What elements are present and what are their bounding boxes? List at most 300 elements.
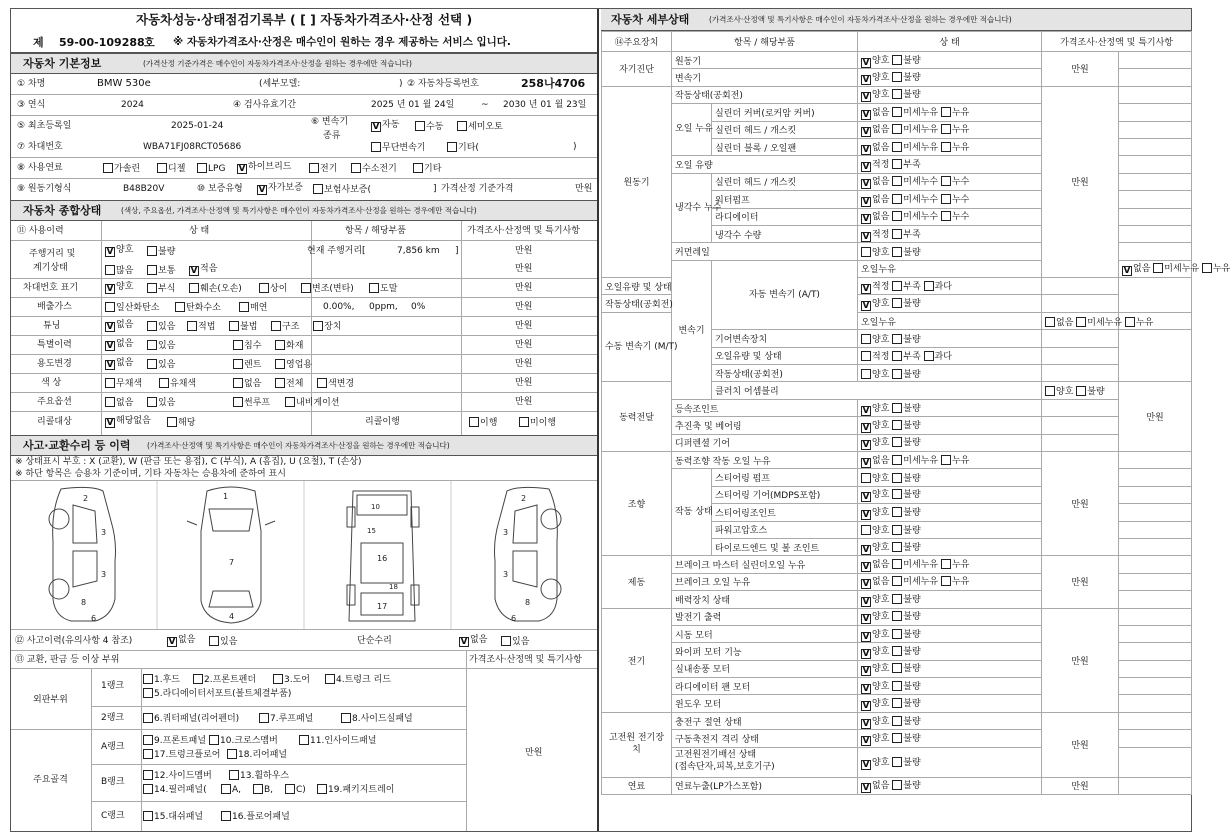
special-history-label: 특별이력 <box>37 340 72 350</box>
oil-level: 오일 유량 <box>672 156 858 173</box>
recall-not-checkbox[interactable] <box>519 417 529 427</box>
usage-change-label: 용도변경 <box>37 359 72 369</box>
ps-bad-checkbox[interactable] <box>892 420 902 430</box>
self-diag-trans: 변속기 <box>672 69 858 86</box>
rad-leak-checkbox[interactable] <box>941 211 951 221</box>
cylinder-block: 실린더 블록 / 오일팬 <box>712 138 858 155</box>
accident-exists-checkbox[interactable] <box>209 636 219 646</box>
front-panel-checkbox[interactable] <box>143 735 153 745</box>
mtw-bad-checkbox[interactable] <box>892 369 902 379</box>
bb-bad-checkbox[interactable] <box>892 594 902 604</box>
color-full-checkbox[interactable] <box>275 378 285 388</box>
trans-other-label: 기타( <box>458 143 479 153</box>
mtw-good-checkbox[interactable] <box>861 369 871 379</box>
fl-none-checkbox[interactable]: V <box>862 783 870 794</box>
stl-leak-checkbox[interactable] <box>941 455 951 465</box>
hvc-bad: 불량 <box>903 757 921 768</box>
sd-engine-bad-checkbox[interactable] <box>892 55 902 65</box>
svg-text:2: 2 <box>83 494 89 503</box>
package-tray-label: 19.패키지트레이 <box>328 785 395 795</box>
tuning-none-checkbox[interactable]: V <box>106 322 114 332</box>
electric-category: 전기 <box>602 608 672 712</box>
first-reg-label: ⑤ 최초등록일 <box>17 121 72 131</box>
tuning-label: 튜닝 <box>43 321 61 331</box>
floor-panel-label: 16.플로어패널 <box>232 812 290 822</box>
clutch-good: 양호 <box>1056 387 1074 398</box>
clutch: 클러치 어셈블리 <box>712 382 1042 399</box>
trans-type-label-1: ⑥ 변속기 <box>311 117 349 127</box>
gauge-bad-label: 불량 <box>158 247 176 257</box>
hvc-bad-checkbox[interactable] <box>892 757 902 767</box>
mileage-normal-label: 보통 <box>158 266 176 276</box>
fuel-category: 연료 <box>602 777 672 794</box>
tuning-structure-checkbox[interactable] <box>271 321 281 331</box>
fuel-hybrid-checkbox[interactable]: V <box>238 164 246 174</box>
fl-exists: 불량 <box>903 781 921 792</box>
sd-trans-good-checkbox[interactable]: V <box>862 75 870 86</box>
cr-bad-checkbox[interactable] <box>892 247 902 257</box>
sp-bad: 불량 <box>903 474 921 485</box>
oil-short-checkbox[interactable] <box>892 159 902 169</box>
sj-good-checkbox[interactable]: V <box>862 509 870 520</box>
pillar-b-checkbox[interactable] <box>253 784 263 794</box>
recall-done-option: 이행 <box>480 418 498 428</box>
stl-minor-checkbox[interactable] <box>892 455 902 465</box>
trans-semi-label: 세미오토 <box>468 122 503 132</box>
fuel-electric-checkbox[interactable] <box>309 163 319 173</box>
eng-work-good-checkbox[interactable]: V <box>862 92 870 103</box>
cb-minor-checkbox[interactable] <box>892 142 902 152</box>
cr-good-checkbox[interactable] <box>861 247 871 257</box>
mc-minor-checkbox[interactable] <box>892 559 902 569</box>
rf-good-checkbox[interactable]: V <box>862 683 870 694</box>
color-label: 색 상 <box>41 378 62 388</box>
rental-label: 렌트 <box>244 360 262 370</box>
atv-proper-checkbox[interactable]: V <box>862 283 870 294</box>
gauge-bad-checkbox[interactable] <box>147 246 157 256</box>
steering-joint: 스티어링조인트 <box>712 504 858 521</box>
detail-status-title: 자동차 세부상태 <box>611 13 690 26</box>
sp-good-checkbox[interactable] <box>861 473 871 483</box>
inside-panel-label: 11.인사이드패널 <box>310 736 377 746</box>
hvb-good: 양호 <box>872 733 890 744</box>
gauge-good-checkbox[interactable]: V <box>106 247 114 257</box>
atv-excess-checkbox[interactable] <box>924 281 934 291</box>
cl-short-checkbox[interactable] <box>892 229 902 239</box>
accident-none-checkbox[interactable]: V <box>168 637 176 647</box>
clutch-good-checkbox[interactable] <box>1045 386 1055 396</box>
mileage-normal-checkbox[interactable] <box>147 265 157 275</box>
recall-not-option: 미이행 <box>530 418 557 428</box>
tr-good: 양호 <box>872 542 890 553</box>
oil-proper-checkbox[interactable]: V <box>862 162 870 173</box>
emission-hc-checkbox[interactable] <box>175 302 185 312</box>
pillar-a-checkbox[interactable] <box>221 784 231 794</box>
st-good: 양호 <box>872 629 890 640</box>
brake-oil-leak: 브레이크 오일 누유 <box>672 573 858 590</box>
sunroof-checkbox[interactable] <box>233 397 243 407</box>
atw-bad-checkbox[interactable] <box>892 298 902 308</box>
power-price-unit: 만원 <box>1119 382 1192 452</box>
atv-proper: 적정 <box>872 281 890 292</box>
cross-member-checkbox[interactable] <box>209 735 219 745</box>
prop-shaft: 추진축 및 베어링 <box>672 417 858 434</box>
mtl-leak-checkbox[interactable] <box>1125 317 1135 327</box>
atw-good-checkbox[interactable]: V <box>862 301 870 312</box>
valid-to: 2030 년 01 월 23일 <box>503 100 587 110</box>
recall-done-label: 리콜이행 <box>365 417 400 427</box>
pillar-panel-label: 14.필러패널( <box>154 785 207 795</box>
ch-none-checkbox[interactable]: V <box>862 127 870 138</box>
trans-category: 변속기 <box>672 260 712 399</box>
rear-panel-checkbox[interactable] <box>227 749 237 759</box>
trans-auto-checkbox[interactable]: V <box>372 122 380 132</box>
cv-joint: 등속조인트 <box>672 399 858 416</box>
atl-none-checkbox[interactable]: V <box>1123 266 1131 277</box>
atl-minor: 미세누유 <box>1164 264 1200 275</box>
dash-panel-checkbox[interactable] <box>143 811 153 821</box>
fl-exists-checkbox[interactable] <box>892 780 902 790</box>
fire-checkbox[interactable] <box>275 340 285 350</box>
engine-category: 원동기 <box>602 86 672 277</box>
usage-none-checkbox[interactable]: V <box>106 360 114 370</box>
detail-model-label: (세부모델: <box>259 79 301 89</box>
warranty-insurer-checkbox[interactable] <box>313 184 323 194</box>
mtl-none-checkbox[interactable] <box>1045 317 1055 327</box>
wiper-motor: 와이퍼 모터 기능 <box>672 643 858 660</box>
eng-work-bad-checkbox[interactable] <box>892 89 902 99</box>
emission-co-checkbox[interactable] <box>105 302 115 312</box>
cc-leak-checkbox[interactable] <box>941 107 951 117</box>
pillar-a-label: A, <box>232 785 242 795</box>
ps-good-checkbox[interactable]: V <box>862 422 870 433</box>
vin-forge-label: 변조(변타) <box>312 284 354 294</box>
power-hose: 파워고압호스 <box>712 521 858 538</box>
trans-cvt-checkbox[interactable] <box>371 142 381 152</box>
cc-minor-checkbox[interactable] <box>892 107 902 117</box>
record-number: 59-00-109288 <box>59 36 145 49</box>
stl-none: 없음 <box>872 455 890 466</box>
recall-done-checkbox[interactable] <box>469 417 479 427</box>
bo-leak-checkbox[interactable] <box>941 576 951 586</box>
cross-member-label: 10.크로스멤버 <box>220 736 278 746</box>
svg-text:3: 3 <box>503 570 509 579</box>
cylinder-head: 실린더 헤드 / 개스킷 <box>712 121 858 138</box>
right-half <box>601 9 1230 831</box>
cr-bad: 불량 <box>903 247 921 258</box>
svg-text:18: 18 <box>389 583 398 591</box>
replacement-parts-table <box>11 651 597 831</box>
tr-bad-checkbox[interactable] <box>892 542 902 552</box>
rad-none-checkbox[interactable]: V <box>862 214 870 225</box>
fuel-diesel-checkbox[interactable] <box>157 163 167 173</box>
hood-label: 1.후드 <box>154 675 180 685</box>
atl-none: 없음 <box>1133 264 1151 275</box>
atw-good: 양호 <box>872 299 890 310</box>
sd-engine-good-checkbox[interactable]: V <box>862 57 870 68</box>
mtv-short: 부족 <box>903 352 921 363</box>
color-change-checkbox[interactable] <box>317 378 327 388</box>
navigation-checkbox[interactable] <box>285 397 295 407</box>
accident-history-label: ⑫ 사고이력(유의사항 4 참조) <box>15 636 133 646</box>
mtv-proper-checkbox[interactable] <box>861 351 871 361</box>
emission-hc-value: 0ppm, <box>369 302 398 312</box>
tuning-exists-checkbox[interactable] <box>147 321 157 331</box>
color-none-checkbox[interactable] <box>233 378 243 388</box>
wch-minor-checkbox[interactable] <box>892 176 902 186</box>
overall-status-note: (색상, 주요옵션, 가격조사·산정액 및 특기사항은 매수인이 자동차가격조사·산정을 원하는 경우에만 적습니다) <box>121 206 477 215</box>
accident-exists-label: 있음 <box>220 637 238 647</box>
st-good-checkbox[interactable]: V <box>862 631 870 642</box>
radiator-support-checkbox[interactable] <box>143 688 153 698</box>
vin-damage-label: 훼손(오손) <box>200 284 242 294</box>
option-price-unit: 만원 <box>515 397 533 407</box>
detail-status-note: (가격조사·산정액 및 특기사항은 매수인이 자동차가격조사·산정을 원하는 경우에만 적습니다) <box>709 15 1012 24</box>
wm-good-checkbox[interactable]: V <box>862 701 870 712</box>
tuning-legal-checkbox[interactable] <box>187 321 197 331</box>
detail-status-header <box>601 9 1191 31</box>
simple-none-checkbox[interactable]: V <box>460 637 468 647</box>
door-checkbox[interactable] <box>273 674 283 684</box>
special-none-checkbox[interactable]: V <box>106 341 114 351</box>
at-oil-level: 오일유량 및 상태 <box>602 278 672 295</box>
steering-price-unit: 만원 <box>1042 451 1119 555</box>
radiator: 라디에이터 <box>712 208 858 225</box>
roof-panel-checkbox[interactable] <box>259 713 269 723</box>
fuel-gasoline-checkbox[interactable] <box>103 163 113 173</box>
sd-trans-bad-checkbox[interactable] <box>892 72 902 82</box>
atl-minor-checkbox[interactable] <box>1153 263 1163 273</box>
cl-proper-checkbox[interactable]: V <box>862 231 870 242</box>
tr-bad: 불량 <box>903 542 921 553</box>
self-diag-price-unit: 만원 <box>1042 52 1119 87</box>
wp-leak-checkbox[interactable] <box>941 194 951 204</box>
bo-none-checkbox[interactable]: V <box>862 579 870 590</box>
recall-yes-checkbox[interactable] <box>167 417 177 427</box>
package-tray-checkbox[interactable] <box>317 784 327 794</box>
bl-bad: 불량 <box>903 664 921 675</box>
oil-short: 부족 <box>903 160 921 171</box>
fuel-leak: 연료누출(LP가스포함) <box>672 777 858 794</box>
sg-good-checkbox[interactable]: V <box>862 492 870 503</box>
warranty-self-checkbox[interactable]: V <box>258 185 266 195</box>
tr-good-checkbox[interactable]: V <box>862 544 870 555</box>
diff-bad-checkbox[interactable] <box>892 437 902 447</box>
rf-bad-checkbox[interactable] <box>892 681 902 691</box>
usage-exists-checkbox[interactable] <box>147 359 157 369</box>
cb-leak: 누유 <box>951 142 970 153</box>
trans-other-checkbox[interactable] <box>447 142 457 152</box>
sj-bad-checkbox[interactable] <box>892 507 902 517</box>
wm-bad-checkbox[interactable] <box>892 698 902 708</box>
side-member-label: 12.사이드멤버 <box>154 771 212 781</box>
hvi-bad-checkbox[interactable] <box>892 716 902 726</box>
mtv-short-checkbox[interactable] <box>892 351 902 361</box>
sp-bad-checkbox[interactable] <box>892 473 902 483</box>
vin-forge-checkbox[interactable] <box>301 283 311 293</box>
wi-bad-checkbox[interactable] <box>892 646 902 656</box>
wm-good: 양호 <box>872 699 890 710</box>
rf-bad: 불량 <box>903 681 921 692</box>
bo-minor-checkbox[interactable] <box>892 576 902 586</box>
trans-type-label-2: 종류 <box>323 131 341 141</box>
trans-semi-checkbox[interactable] <box>457 121 467 131</box>
achromatic-label: 무채색 <box>116 379 143 389</box>
cv-bad-checkbox[interactable] <box>892 403 902 413</box>
front-fender-checkbox[interactable] <box>193 674 203 684</box>
usage-price-unit: 만원 <box>515 359 533 369</box>
vin-missing-checkbox[interactable] <box>369 283 379 293</box>
fuel-hydrogen-checkbox[interactable] <box>351 163 361 173</box>
hood-checkbox[interactable] <box>143 674 153 684</box>
wp-none-checkbox[interactable]: V <box>862 196 870 207</box>
trunk-floor-checkbox[interactable] <box>143 749 153 759</box>
inside-panel-checkbox[interactable] <box>299 735 309 745</box>
emission-smoke-checkbox[interactable] <box>239 302 249 312</box>
hvi-bad: 불량 <box>903 716 921 727</box>
recall-na-checkbox[interactable]: V <box>106 418 114 428</box>
ph-bad-checkbox[interactable] <box>892 525 902 535</box>
atv-short-checkbox[interactable] <box>892 281 902 291</box>
mc-none-checkbox[interactable]: V <box>862 562 870 573</box>
simple-exists-checkbox[interactable] <box>501 636 511 646</box>
hvb-good-checkbox[interactable]: V <box>862 735 870 746</box>
atl-leak-checkbox[interactable] <box>1202 263 1212 273</box>
diff-good-checkbox[interactable]: V <box>862 440 870 451</box>
ch-leak-checkbox[interactable] <box>941 124 951 134</box>
car-damage-diagrams <box>11 481 599 629</box>
current-mileage: 7,856 km <box>397 246 440 256</box>
bb-good-checkbox[interactable]: V <box>862 596 870 607</box>
alt-bad-checkbox[interactable] <box>892 611 902 621</box>
fuel-hydrogen-label: 수소전기 <box>362 164 397 174</box>
mtg-bad-checkbox[interactable] <box>892 334 902 344</box>
wch-none: 없음 <box>872 177 890 188</box>
tuning-illegal-checkbox[interactable] <box>229 321 239 331</box>
wheel-house-checkbox[interactable] <box>229 770 239 780</box>
hvb-bad-checkbox[interactable] <box>892 733 902 743</box>
chromatic-checkbox[interactable] <box>159 378 169 388</box>
stl-none-checkbox[interactable]: V <box>862 457 870 468</box>
hvc-good-checkbox[interactable]: V <box>862 759 870 770</box>
option-none-checkbox[interactable] <box>105 397 115 407</box>
business-checkbox[interactable] <box>275 359 285 369</box>
wi-good-checkbox[interactable]: V <box>862 648 870 659</box>
sg-bad-checkbox[interactable] <box>892 489 902 499</box>
recall-yes-label: 해당 <box>178 418 196 428</box>
rear-panel-label: 18.리어패널 <box>238 750 288 760</box>
quarter-panel-checkbox[interactable] <box>143 713 153 723</box>
engine-type-label: ⑨ 원동기형식 <box>17 184 72 194</box>
ch-minor-checkbox[interactable] <box>892 124 902 134</box>
hv-cable-detail: (접속단자,피복,보호기구) <box>675 762 775 773</box>
cylinder-cover: 실린더 커버(로커암 커버) <box>712 104 858 121</box>
overall-status-header <box>11 200 597 221</box>
sj-bad: 불량 <box>903 507 921 518</box>
alt-good: 양호 <box>872 612 890 623</box>
vin-good-checkbox[interactable]: V <box>106 284 114 294</box>
svg-text:8: 8 <box>525 598 531 607</box>
cr-good: 양호 <box>872 247 890 258</box>
col-usage-history: ⑪ 사용이력 <box>17 226 64 236</box>
vin-damage-checkbox[interactable] <box>189 283 199 293</box>
differential: 디퍼렌셜 기어 <box>672 434 858 451</box>
at-oil-leak: 오일누유 <box>858 260 1042 277</box>
fuel-other-checkbox[interactable] <box>413 163 423 173</box>
ph-good-checkbox[interactable] <box>861 525 871 535</box>
cc-leak: 누유 <box>951 107 970 118</box>
mc-leak: 누유 <box>951 560 970 571</box>
cc-minor: 미세누유 <box>903 107 939 118</box>
accident-none-label: 없음 <box>178 635 196 645</box>
cc-none-checkbox[interactable]: V <box>862 109 870 120</box>
mc-minor: 미세누유 <box>903 560 939 571</box>
svg-text:10: 10 <box>371 503 380 511</box>
vin-corrode-checkbox[interactable] <box>147 283 157 293</box>
gauge-label: 계기상태 <box>33 263 68 273</box>
mtv-excess-checkbox[interactable] <box>924 351 934 361</box>
rad-minor-checkbox[interactable] <box>892 211 902 221</box>
fuel-lpg-checkbox[interactable] <box>197 163 207 173</box>
electric-price-unit: 만원 <box>1042 608 1119 712</box>
cb-none-checkbox[interactable]: V <box>862 144 870 155</box>
hvi-good: 양호 <box>872 716 890 727</box>
door-label: 3.도어 <box>284 675 310 685</box>
floor-panel-checkbox[interactable] <box>221 811 231 821</box>
passenger-car-note: ※ 하단 항목은 승용차 기준이며, 기타 자동차는 승용차에 준하여 표시 <box>15 469 286 479</box>
cb-leak-checkbox[interactable] <box>941 142 951 152</box>
svg-text:16: 16 <box>377 554 388 563</box>
bl-good-checkbox[interactable]: V <box>862 666 870 677</box>
model-year: 2024 <box>121 100 144 110</box>
bl-bad-checkbox[interactable] <box>892 663 902 673</box>
option-exists-checkbox[interactable] <box>147 397 157 407</box>
alt-good-checkbox[interactable]: V <box>862 614 870 625</box>
chromatic-label: 유채색 <box>170 379 197 389</box>
pillar-c-checkbox[interactable] <box>285 784 295 794</box>
side-member-checkbox[interactable] <box>143 770 153 780</box>
trunk-lid-checkbox[interactable] <box>325 674 335 684</box>
pillar-panel-checkbox[interactable] <box>143 784 153 794</box>
wp-minor-checkbox[interactable] <box>892 194 902 204</box>
wch-leak-checkbox[interactable] <box>941 176 951 186</box>
hvi-good-checkbox[interactable]: V <box>862 718 870 729</box>
wch-none-checkbox[interactable]: V <box>862 179 870 190</box>
tuning-device-checkbox[interactable] <box>313 321 323 331</box>
achromatic-checkbox[interactable] <box>105 378 115 388</box>
mileage-few-checkbox[interactable]: V <box>190 266 198 276</box>
trans-manual-checkbox[interactable] <box>415 121 425 131</box>
clutch-bad-checkbox[interactable] <box>1076 386 1086 396</box>
fuel-lpg-label: LPG <box>208 164 226 174</box>
cv-good-checkbox[interactable]: V <box>862 405 870 416</box>
rental-checkbox[interactable] <box>233 359 243 369</box>
flood-checkbox[interactable] <box>233 340 243 350</box>
vin-diff-checkbox[interactable] <box>259 283 269 293</box>
mc-leak-checkbox[interactable] <box>941 559 951 569</box>
radiator-support-label: 5.라디에이터서포트(볼트체결부품) <box>154 689 292 699</box>
st-bad-checkbox[interactable] <box>892 629 902 639</box>
inspection-record-sheet <box>10 8 1230 832</box>
mtg-bad: 불량 <box>903 334 921 345</box>
vin-diff-label: 상이 <box>270 284 288 294</box>
mileage-many-checkbox[interactable] <box>105 265 115 275</box>
reg-no: 258나4706 <box>521 77 586 90</box>
special-exists-checkbox[interactable] <box>147 340 157 350</box>
side-sill-checkbox[interactable] <box>341 713 351 723</box>
mtl-minor-checkbox[interactable] <box>1076 317 1086 327</box>
mtg-good-checkbox[interactable] <box>861 334 871 344</box>
